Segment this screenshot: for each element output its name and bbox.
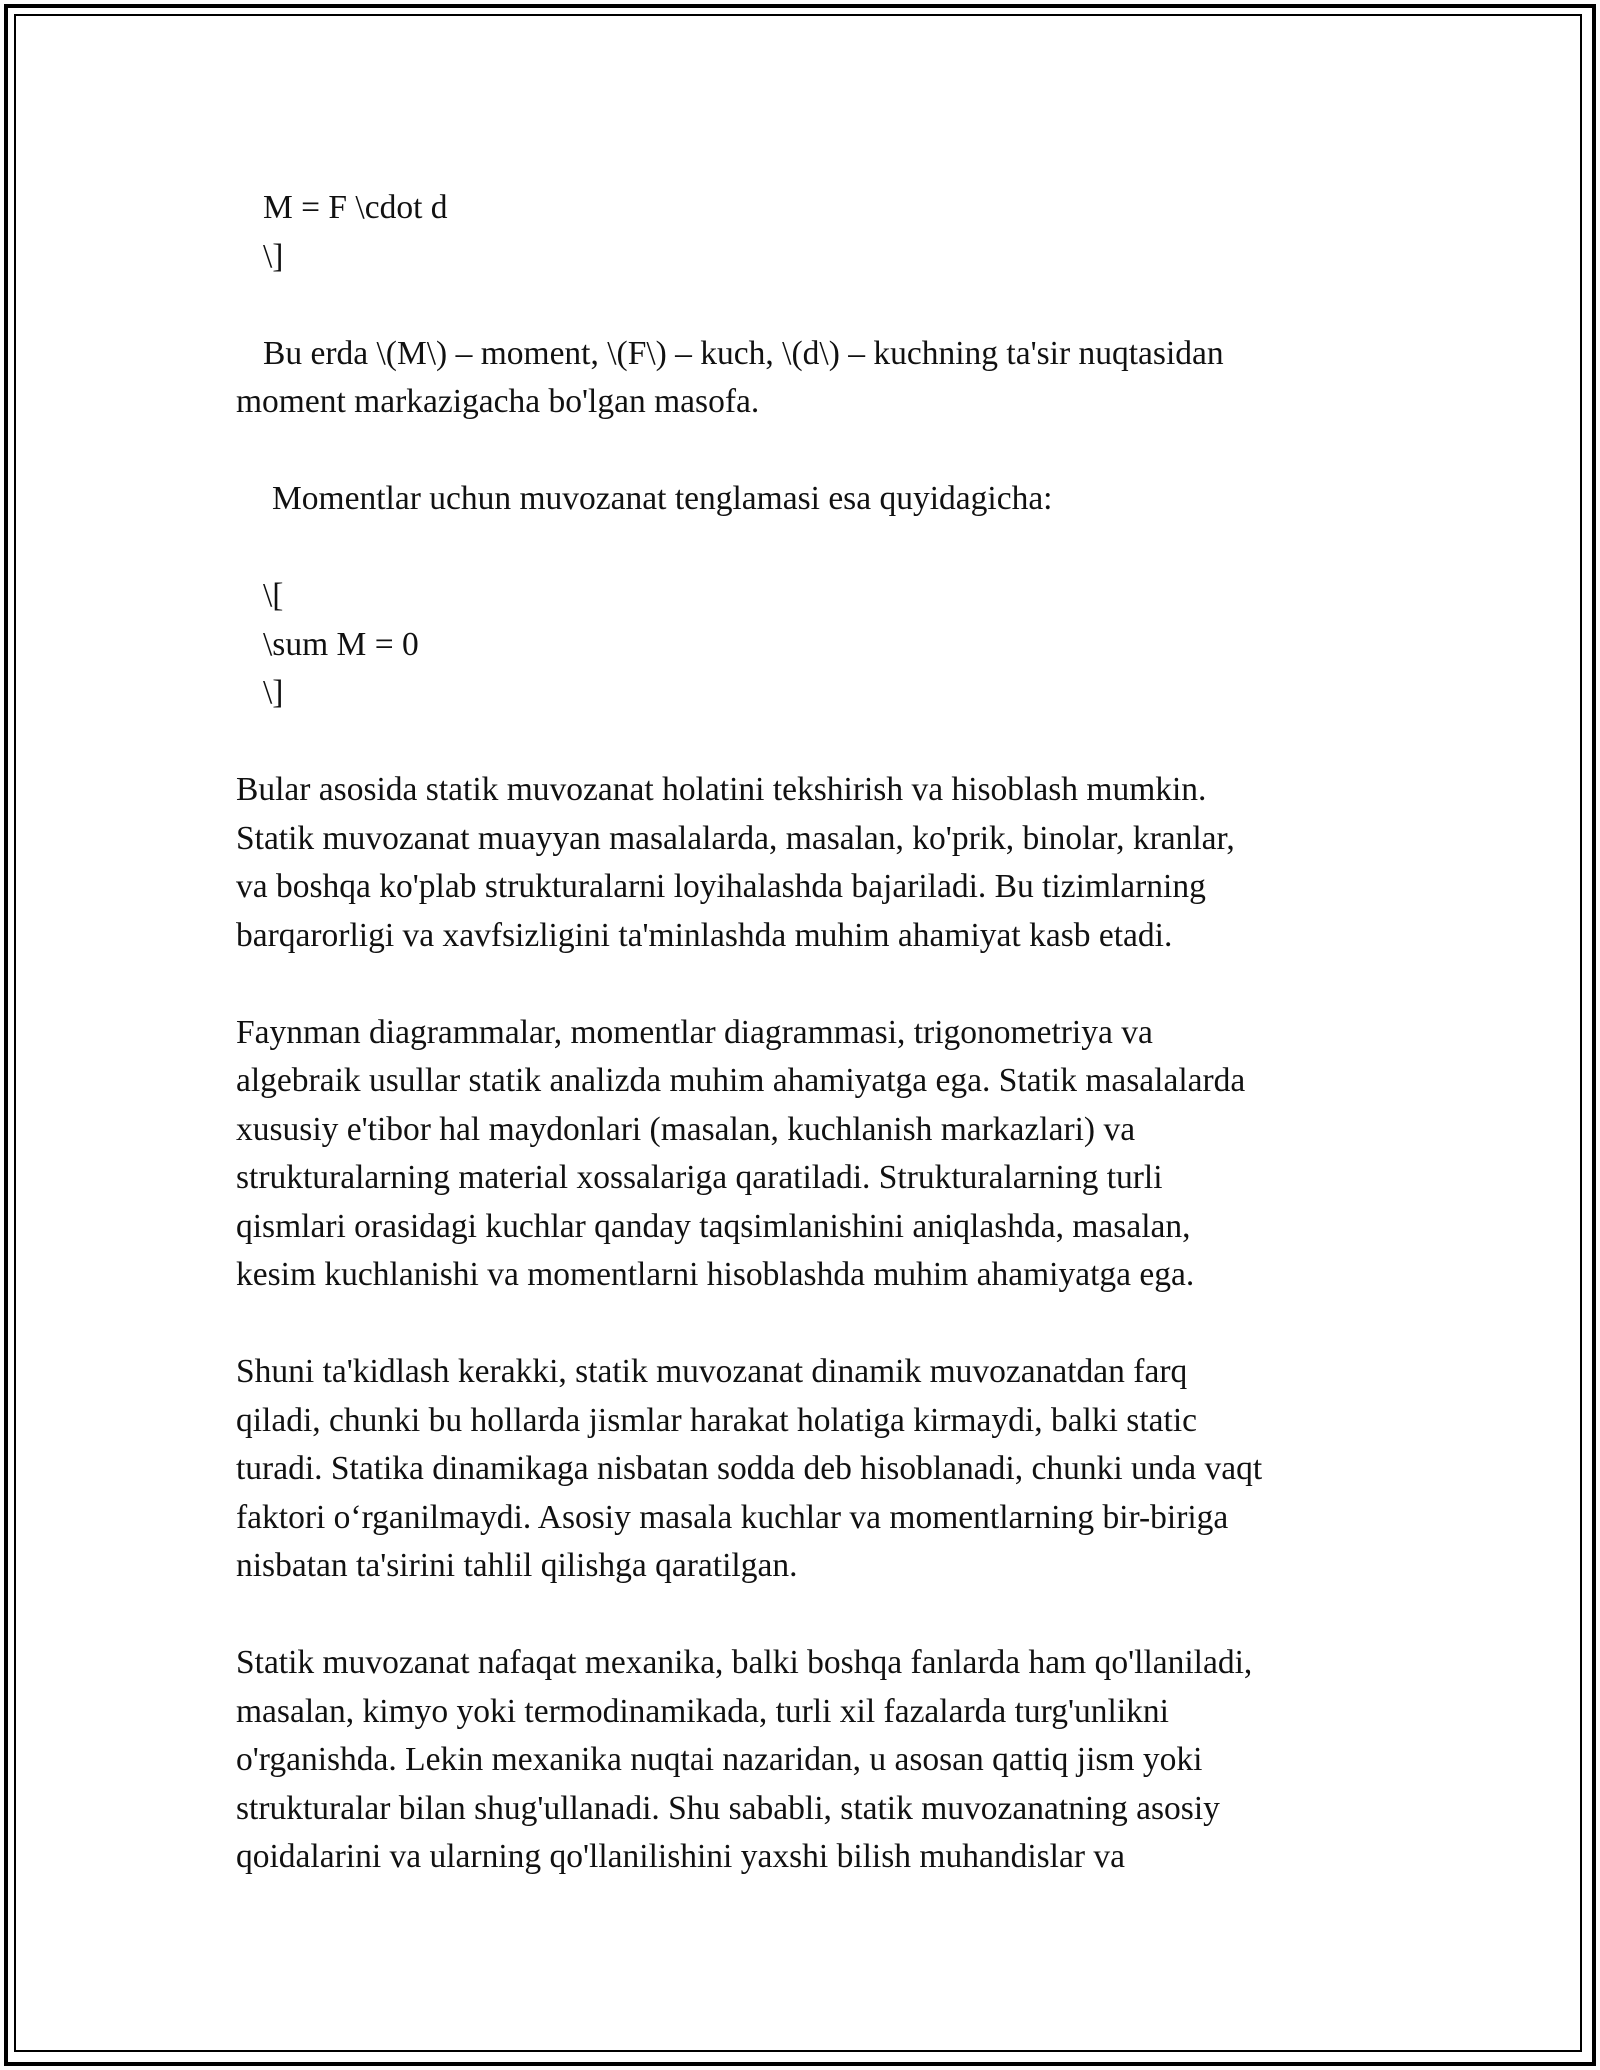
text-line: Shuni ta'kidlash kerakki, statik muvozanat dinamik muvozanatdan farq — [236, 1353, 1188, 1390]
text-line: o'rganishda. Lekin mexanika nuqtai nazaridan, u asosan qattiq jism yoki — [236, 1741, 1203, 1778]
spacer — [236, 281, 1366, 330]
spacer — [236, 427, 1366, 476]
definition-paragraph — [236, 330, 1366, 427]
text-line: strukturalarning material xossalariga qaratiladi. Strukturalarning turli — [236, 1159, 1163, 1196]
formula-line: \] — [263, 674, 284, 711]
text-line: masalan, kimyo yoki termodinamikada, turli xil fazalarda turg'unlikni — [236, 1692, 1169, 1730]
text-line: qiladi, chunki bu hollarda jismlar harakat holatiga kirmaydi, balki static — [236, 1401, 1197, 1439]
formula-block-2 — [236, 572, 1366, 718]
formula-line: M = F \cdot d — [263, 189, 448, 226]
text-line: faktori oʻrganilmaydi. Asosiy masala kuchlar va momentlarning bir-biriga — [236, 1498, 1229, 1536]
spacer — [236, 960, 1366, 1009]
spacer — [236, 1591, 1366, 1640]
text-line: nisbatan ta'sirini tahlil qilishga qaratilgan. — [236, 1547, 798, 1584]
text-line: qoidalarini va ularning qo'llanilishini yaxshi bilish muhandislar va — [236, 1838, 1125, 1875]
spacer — [236, 524, 1366, 573]
paragraph-3 — [236, 1348, 1366, 1591]
paragraph-4 — [236, 1639, 1366, 1882]
formula-line: \[ — [263, 577, 284, 614]
spacer — [236, 1300, 1366, 1349]
paragraph-1 — [236, 766, 1366, 960]
formula-line: \sum M = 0 — [263, 625, 419, 663]
text-line: turadi. Statika dinamikaga nisbatan sodda deb hisoblanadi, chunki unda vaqt — [236, 1450, 1263, 1487]
text-line: Faynman diagrammalar, momentlar diagrammasi, trigonometriya va — [236, 1013, 1153, 1051]
moments-intro: Momentlar uchun muvozanat tenglamasi esa quyidagicha: — [272, 480, 1053, 517]
text-line: algebraik usullar statik analizda muhim ahamiyatga ega. Statik masalalarda — [236, 1062, 1246, 1099]
formula-line: \] — [263, 237, 284, 275]
text-line: moment markazigacha bo'lgan masofa. — [236, 383, 760, 420]
text-line: va boshqa ko'plab strukturalarni loyihalashda bajariladi. Bu tizimlarning — [236, 868, 1206, 905]
text-line: Statik muvozanat muayyan masalalarda, masalan, ko'prik, binolar, kranlar, — [236, 819, 1235, 857]
text-line: barqarorligi va xavfsizligini ta'minlashda muhim ahamiyat kasb etadi. — [236, 916, 1173, 954]
spacer — [236, 718, 1366, 767]
text-line: strukturalar bilan shug'ullanadi. Shu sababli, statik muvozanatning asosiy — [236, 1789, 1220, 1827]
formula-block-1 — [236, 184, 1366, 281]
text-line: xususiy e'tibor hal maydonlari (masalan, kuchlanish markazlari) va — [236, 1110, 1136, 1148]
paragraph-2 — [236, 1009, 1366, 1300]
text-line: kesim kuchlanishi va momentlarni hisoblashda muhim ahamiyatga ega. — [236, 1256, 1195, 1293]
text-line: Bular asosida statik muvozanat holatini tekshirish va hisoblash mumkin. — [236, 771, 1207, 808]
document-body — [236, 184, 1366, 1882]
text-line: Bu erda \(M\) – moment, \(F\) – kuch, \(d\) – kuchning ta'sir nuqtasidan — [263, 334, 1224, 372]
text-line: Statik muvozanat nafaqat mexanika, balki boshqa fanlarda ham qo'llaniladi, — [236, 1644, 1253, 1681]
text-line: qismlari orasidagi kuchlar qanday taqsimlanishini aniqlashda, masalan, — [236, 1207, 1191, 1245]
